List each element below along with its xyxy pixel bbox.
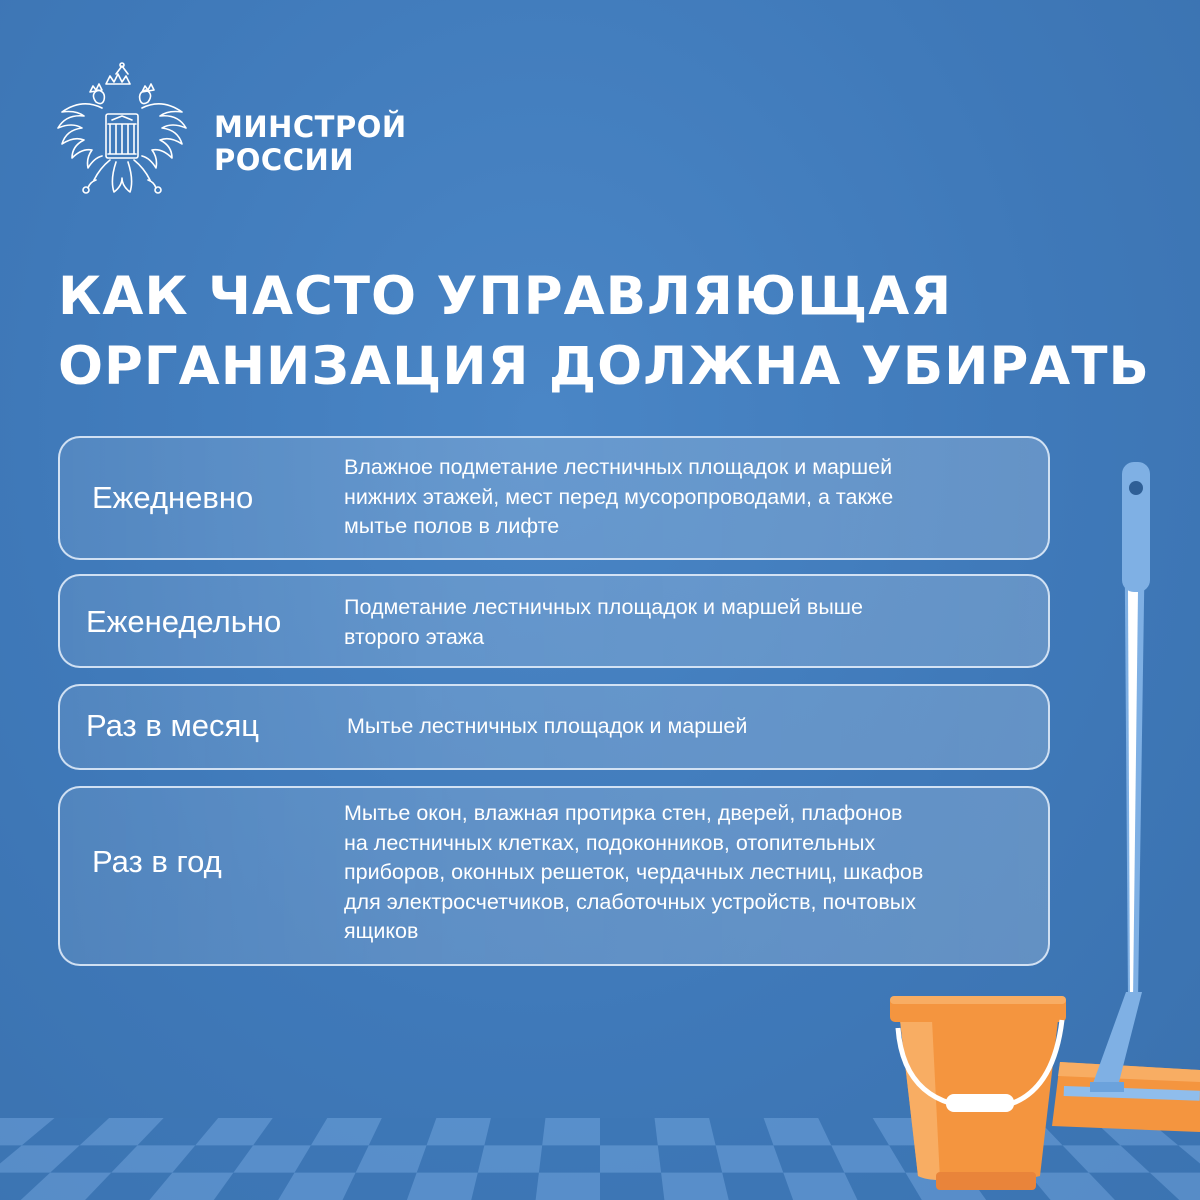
task-description [344, 799, 1044, 947]
task-line: мытье полов в лифте [344, 514, 560, 538]
floor-tile [947, 1145, 1028, 1172]
floor-tile [982, 1118, 1063, 1145]
floor-tile [233, 1145, 310, 1172]
floor-tile [1178, 1145, 1200, 1172]
task-description [344, 593, 1044, 652]
task-description [344, 453, 1044, 542]
floor-tile [0, 1145, 80, 1172]
floor-tile [536, 1173, 600, 1200]
floor-tile [0, 1118, 55, 1145]
floor-tile [764, 1118, 832, 1145]
frequency-label: Раз в месяц [86, 708, 260, 743]
schedule-row-monthly [58, 684, 1050, 770]
bucket-icon [890, 996, 1066, 1190]
floor-tile [311, 1118, 382, 1145]
task-line: Подметание лестничных площадок и маршей выше [344, 595, 863, 619]
floor-tile [478, 1145, 542, 1172]
frequency-label: Раз в год [92, 844, 222, 879]
task-line: для электросчетчиков, слаботочных устройств, почтовых [344, 889, 917, 914]
brand-line-2: РОССИИ [214, 143, 355, 177]
title-line-2: ОРГАНИЗАЦИЯ ДОЛЖНА УБИРАТЬ [58, 336, 1150, 397]
task-line: на лестничных клетках, подоконников, отопительных [344, 830, 876, 855]
task-line: Мытье лестничных площадок и маршей [347, 714, 748, 738]
floor-tile [278, 1173, 355, 1200]
task-description [347, 712, 1047, 742]
floor-tile [111, 1145, 195, 1172]
floor-tile [1150, 1173, 1200, 1200]
floor-tile [1028, 1173, 1115, 1200]
floor-tile [873, 1118, 947, 1145]
task-line: приборов, оконных решеток, чердачных лестниц, шкафов [344, 860, 924, 884]
frequency-label: Ежедневно [92, 480, 254, 515]
floor-tile [1091, 1118, 1178, 1145]
checkered-floor [0, 1118, 1200, 1200]
floor-tile [1063, 1145, 1150, 1172]
task-line: второго этажа [344, 624, 485, 649]
floor-tile [600, 1145, 661, 1172]
page-title [58, 262, 1150, 402]
floor-tile [661, 1173, 729, 1200]
schedule-row-daily [58, 436, 1050, 560]
russian-coat-of-arms-icon [56, 62, 188, 202]
brand-line-1: МИНСТРОЙ [214, 110, 407, 144]
floor-tile [80, 1118, 164, 1145]
title-line-1: КАК ЧАСТО УПРАВЛЯЮЩАЯ [58, 266, 953, 327]
floor-tile [542, 1118, 600, 1145]
floor-tile [407, 1173, 478, 1200]
floor-tile [21, 1173, 112, 1200]
floor-tile [831, 1145, 905, 1172]
frequency-label: Еженедельно [86, 604, 282, 639]
schedule-row-yearly [58, 786, 1050, 966]
schedule-row-weekly [58, 574, 1050, 668]
task-line: ящиков [344, 919, 419, 943]
floor-tile [783, 1173, 857, 1200]
ministry-name [214, 111, 407, 177]
task-line: Влажное подметание лестничных площадок и маршей [344, 455, 893, 479]
floor-tile [356, 1145, 427, 1172]
task-line: нижних этажей, мест перед мусоропроводами, а также [344, 484, 894, 509]
task-line: Мытье окон, влажная протирка стен, дверей, плафонов [344, 801, 903, 825]
mop-icon [1052, 462, 1200, 1132]
floor-tile [716, 1145, 784, 1172]
floor-tile [655, 1118, 716, 1145]
floor-tile [427, 1118, 491, 1145]
floor-tile [149, 1173, 233, 1200]
floor-tile [905, 1173, 986, 1200]
floor-tile [195, 1118, 272, 1145]
